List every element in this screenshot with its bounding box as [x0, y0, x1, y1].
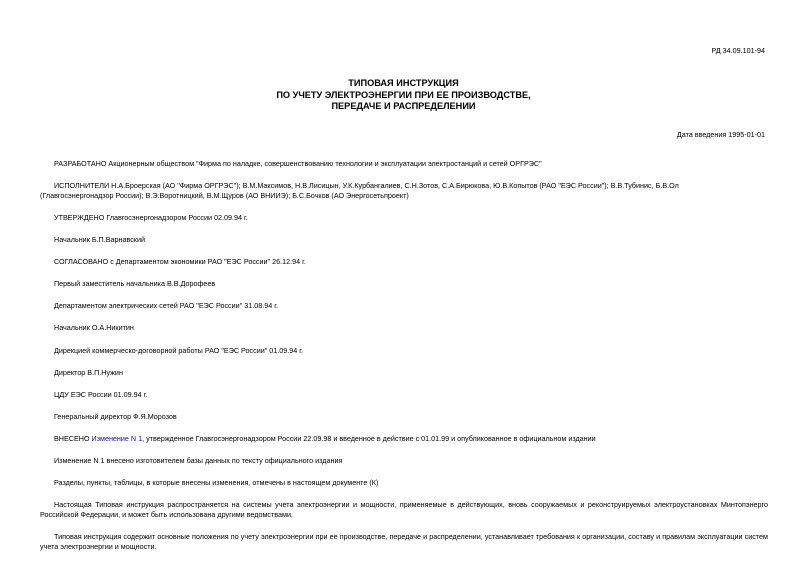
title-line-1: ТИПОВАЯ ИНСТРУКЦИЯ: [348, 78, 459, 88]
document-code: РД 34.09.101-94: [711, 46, 765, 55]
paragraph-contents: Типовая инструкция содержит основные положения по учету электроэнергии при ее производстве, передаче и распределении, устанавливает требования к организации, составу и правилам эксплуатации систем учета электроэнергии и мощности.: [40, 532, 768, 551]
paragraph-executors: ИСПОЛНИТЕЛИ Н.А.Броерская (АО "Фирма ОРГРЭС"); В.М.Максимов, Н.В.Лисицын, У.К.Курбангалиев, С.Н.Зотов, С.А.Бирюкова, Ю.В.Копытов (РАО "ЕЭС России"); В.В.Тубинис, Б.В.Ол: [54, 181, 679, 191]
paragraph-directorate: Дирекцией коммерческо-договорной работы РАО "ЕЭС России" 01.09.94 г.: [54, 345, 304, 355]
paragraph-executors-cont: (Главгосэнергонадзор России); В.Э.Воротницкий, В.М.Щуров (АО ВНИИЭ); Б.С.Бочков (АО Энергосетьпроект): [40, 190, 409, 200]
paragraph-chief-nikitin: Начальник О.А.Никитин: [54, 323, 134, 333]
introduced-suffix: , утвержденное Главгосэнергонадзором России 22.09.98 и введенное в действие с 01.01.99 и опубликованное в официальном издании: [142, 434, 596, 444]
paragraph-dept-networks: Департаментом электрических сетей РАО "ЕЭС России" 31.08.94 г.: [54, 301, 278, 311]
executors-block: [40, 181, 807, 191]
paragraph-approved: УТВЕРЖДЕНО Главгосэнергонадзором России 02.09.94 г.: [54, 212, 248, 222]
paragraph-deputy: Первый заместитель начальника В.В.Дорофеев: [54, 279, 216, 289]
paragraph-chief-varnavsky: Начальник Б.П.Варнавский: [54, 235, 145, 245]
paragraph-sections-note: Разделы, пункты, таблицы, в которые внесены изменения, отмечены в настоящем документе (К): [54, 478, 379, 488]
paragraph-introduced: [40, 434, 768, 444]
change-1-link[interactable]: Изменение N 1: [91, 434, 143, 444]
title-line-2: ПО УЧЕТУ ЭЛЕКТРОЭНЕРГИИ ПРИ ЕЕ ПРОИЗВОДСТВЕ,: [276, 89, 531, 100]
paragraph-director: Директор В.П.Нужин: [54, 367, 123, 377]
title-line-3: ПЕРЕДАЧЕ И РАСПРЕДЕЛЕНИИ: [331, 101, 476, 111]
document-body: [40, 159, 768, 564]
paragraph-change-note: Изменение N 1 внесено изготовителем базы данных по тексту официального издания: [54, 456, 343, 466]
effective-date: Дата введения 1995-01-01: [676, 130, 765, 139]
paragraph-developed: РАЗРАБОТАНО Акционерным обществом "Фирма по наладке, совершенствованию технологии и эксплуатации электростанций и сетей ОРГРЭС": [54, 159, 542, 168]
introduced-prefix: ВНЕСЕНО: [54, 434, 92, 444]
paragraph-cdu: ЦДУ ЕЭС России 01.09.94 г.: [54, 389, 148, 399]
paragraph-gen-director: Генеральный директор Ф.Я.Морозов: [54, 411, 177, 421]
document-title: [0, 78, 807, 113]
paragraph-scope: Настоящая Типовая инструкция распространяется на системы учета электроэнергии и мощности, применяемые в действующих, вновь сооружаемых и реконструируемых электроустановках Минтопэнерго Российской Федерации, и может быть использована другими ведомствами.: [40, 500, 768, 520]
paragraph-agreed: СОГЛАСОВАНО с Департаментом экономики РАО "ЕЭС России" 26.12.94 г.: [54, 257, 306, 267]
